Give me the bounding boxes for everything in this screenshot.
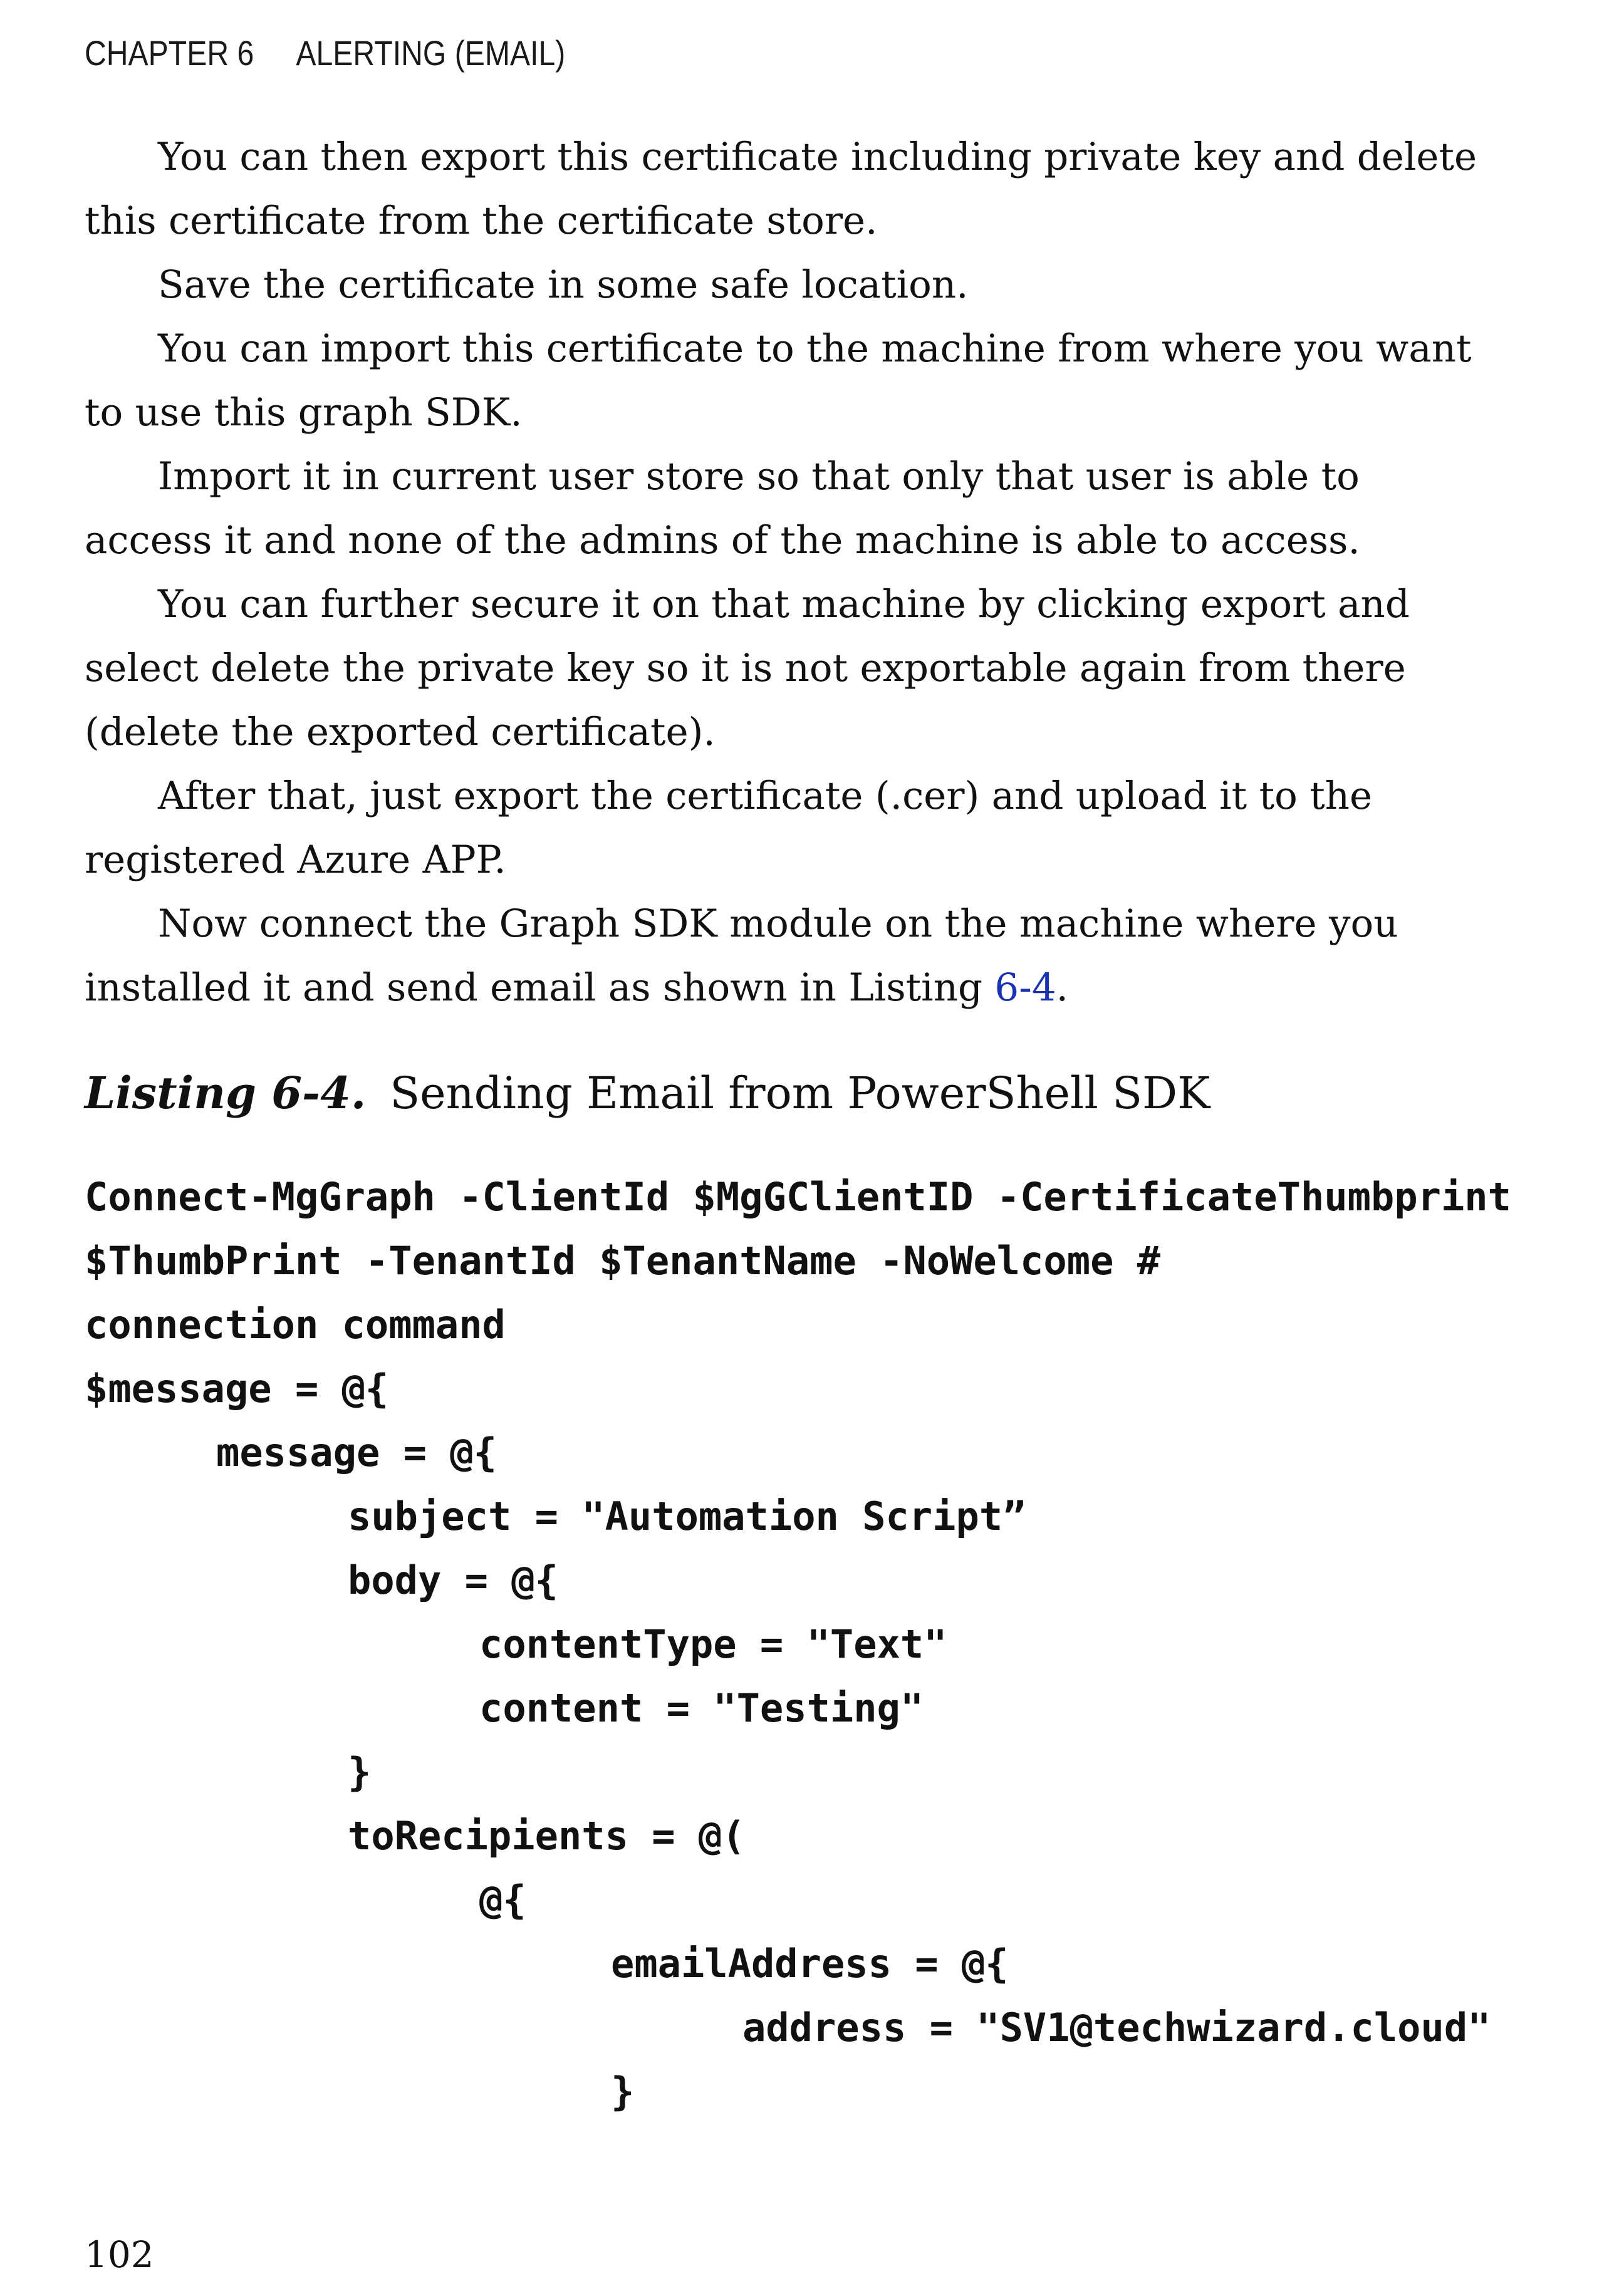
code-line: emailAddress = @{	[611, 1941, 1009, 1987]
code-line: $message = @{	[85, 1366, 389, 1411]
running-header	[85, 33, 565, 73]
paragraph-text: Now connect the Graph SDK module on the machine where you installed it and send email as shown in Listing	[85, 901, 1398, 1010]
code-line: message = @{	[216, 1430, 497, 1475]
code-line: contentType = "Text"	[479, 1621, 947, 1667]
page-number: 102	[85, 2233, 154, 2276]
section-title: ALERTING (EMAIL)	[296, 33, 566, 73]
paragraph	[85, 892, 1488, 1020]
paragraph: After that, just export the certificate (.cer) and upload it to the registered Azure APP.	[85, 774, 1373, 882]
code-line: body = @{	[348, 1557, 558, 1603]
code-line: }	[348, 1749, 372, 1795]
code-line: subject = "Automation Script”	[348, 1493, 1026, 1539]
listing-reference-link[interactable]: 6-4	[994, 965, 1056, 1010]
code-line: connection command	[85, 1302, 506, 1348]
code-listing	[85, 1165, 1511, 2124]
listing-title: Sending Email from PowerShell SDK	[390, 1067, 1210, 1119]
listing-caption	[85, 1065, 1210, 1121]
chapter-label: CHAPTER 6	[85, 33, 254, 73]
paragraph: You can then export this certificate including private key and delete this certificate from the certificate store.	[85, 135, 1477, 243]
paragraph: You can further secure it on that machine by clicking export and select delete the private key so it is not exportable again from there (delete the exported certificate).	[85, 582, 1410, 754]
paragraph-text-end: .	[1056, 965, 1069, 1010]
code-line: @{	[479, 1877, 526, 1923]
body-text	[85, 125, 1488, 1020]
code-line: }	[611, 2069, 635, 2114]
paragraph: You can import this certificate to the machine from where you want to use this graph SDK.	[85, 326, 1472, 435]
paragraph: Save the certificate in some safe location.	[158, 262, 969, 307]
code-line: toRecipients = @(	[348, 1813, 746, 1859]
code-line: $ThumbPrint -TenantId $TenantName -NoWelcome #	[85, 1238, 1161, 1284]
code-line: Connect-MgGraph -ClientId $MgGClientID -CertificateThumbprint	[85, 1174, 1511, 1220]
listing-label: Listing 6-4.	[85, 1067, 367, 1119]
code-line: address = "SV1@techwizard.cloud"	[742, 2005, 1491, 2050]
code-line: content = "Testing"	[479, 1685, 924, 1731]
paragraph: Import it in current user store so that only that user is able to access it and none of the admins of the machine is able to access.	[85, 454, 1360, 563]
